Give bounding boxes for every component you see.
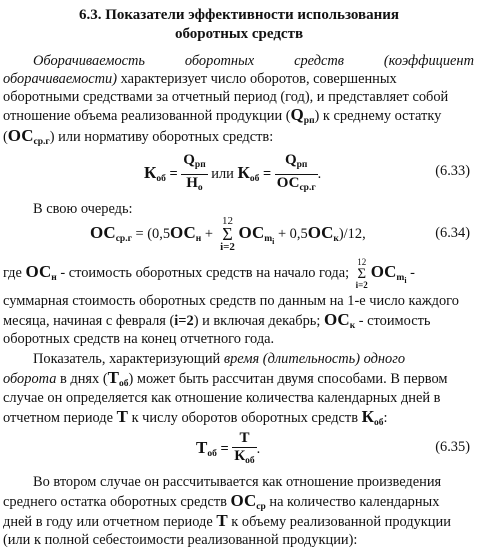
sum-upper: 12 [222, 214, 234, 227]
word: оборотных [184, 53, 255, 69]
italic-term: оборачиваемости) [3, 71, 118, 87]
eq-close: )/12, [338, 226, 366, 242]
paragraph-3-line-4: оборотных средств на конец отчетного года. [3, 331, 275, 347]
equation-number-6-34: (6.34) [435, 225, 470, 241]
text: ) и включая декабрь; [193, 313, 321, 329]
subscript-i: i [404, 275, 407, 285]
word: Оборачиваемость [33, 53, 145, 69]
symbol-T: Т [216, 511, 228, 530]
text: - стоимость оборотных средств на начало года; [56, 265, 350, 281]
word: средств [294, 53, 344, 69]
denominator-K: К [234, 447, 246, 464]
equation-6-33: $К_{об}$ = $\frac{Q_{рп}}{Н_о}$ или $К_{об}$ = $\frac{Q_{рп}}{ОС_{ср.г}}$ . [144, 152, 321, 199]
numerator-Q: Q [284, 152, 297, 168]
word: (коэффициент [383, 53, 474, 69]
paragraph-1-line-2 [3, 70, 474, 88]
symbol-OC: ОС [170, 223, 196, 242]
subscript-rp: рп [194, 160, 206, 170]
sum-symbol: 12 Σ i=2 [217, 216, 239, 254]
paragraph-5-line-2 [3, 492, 474, 510]
paragraph-2: В свою очередь: [33, 201, 133, 217]
paragraph-3-line-3 [3, 311, 474, 329]
subscript-k: к [349, 321, 356, 331]
subscript-i: i [272, 236, 275, 246]
symbol-Q: Q [290, 105, 304, 124]
text: среднего остатка оборотных средств [3, 494, 227, 510]
paragraph-5-line-1: Во втором случае он рассчитывается как отношение произведения [33, 474, 442, 490]
paragraph-3-line-1 [3, 255, 474, 291]
symbol-T: Т [116, 407, 128, 426]
paragraph-4-line-1 [3, 350, 478, 368]
fraction-Q-over-OC [275, 152, 318, 197]
equation-6-35: $Т_{об}$ = $\frac{Т}{К_{об}}$ . [196, 428, 260, 474]
fraction-Q-over-H [181, 152, 207, 197]
paragraph-1-line-1 [3, 52, 474, 70]
symbol-OC: ОС [7, 126, 34, 145]
paragraph-4-line-2 [3, 369, 474, 387]
symbol-K: К [361, 407, 374, 426]
symbol-K: К [237, 162, 250, 182]
denominator-H: Н [186, 175, 198, 191]
section-title-line1: 6.3. Показатели эффективности использования [78, 7, 400, 23]
symbol-OC: ОС [323, 310, 350, 329]
text: характеризует число оборотов, совершенных [117, 71, 397, 87]
eq-plus: + [201, 226, 217, 242]
subscript-n: н [51, 273, 57, 283]
symbol-OC: ОС [90, 223, 116, 242]
symbol-OC: ОС [370, 262, 397, 281]
subscript-ob: об [156, 173, 166, 184]
paragraph-1-line-3: оборотными средствами за отчетный период (год), и представляет собой [3, 89, 449, 105]
or-word: или [211, 165, 234, 182]
text: - [406, 265, 415, 281]
symbol-T: Т [107, 368, 119, 387]
text: к числу оборотов оборотных средств [131, 410, 359, 426]
denominator-OC: ОС [276, 175, 300, 191]
subscript-rp: рп [303, 116, 315, 126]
numerator-Q: Q [183, 152, 195, 168]
text: или нормативу оборотных средств: [54, 129, 274, 145]
subscript-ob: об [245, 455, 255, 466]
text: в днях ( [56, 371, 108, 387]
text: на количество календарных [269, 494, 440, 510]
text: отчетном периоде [3, 410, 114, 426]
sum-lower: i=2 [355, 279, 368, 290]
subscript-k: к [333, 234, 339, 244]
symbol-OC: ОС [230, 491, 257, 510]
sum-symbol: 12 Σ i=2 [353, 257, 371, 291]
subscript-srg: ср.г [299, 183, 316, 193]
italic-term: оборота [3, 371, 57, 387]
eq-plus-half: + 0,5 [274, 226, 308, 242]
section-title-line2: оборотных средств [174, 26, 304, 42]
subscript-srg: ср.г [115, 234, 132, 244]
text: ) может быть рассчитан двумя способами. В первом [128, 371, 448, 387]
symbol-OC: ОС [238, 223, 265, 242]
index-i: i=2 [174, 313, 194, 329]
text: отношение объема реализованной продукции ( [3, 108, 291, 124]
eq-open: = (0,5 [131, 226, 171, 242]
sum-lower: i=2 [220, 240, 235, 253]
text: месяца, начиная с февраля ( [3, 313, 175, 329]
symbol-T: Т [196, 438, 208, 457]
text: где [3, 265, 22, 281]
subscript-ob: об [207, 449, 217, 459]
symbol-OC: ОС [25, 262, 52, 281]
fraction-T-over-K [232, 430, 256, 470]
numerator-T: Т [239, 429, 250, 446]
paragraph-1-line-5: $(ОС_{ср.г})$ или нормативу оборотных средств: [3, 126, 274, 147]
equation-number-6-35: (6.35) [435, 439, 470, 455]
text: Показатель, характеризующий [33, 351, 221, 367]
italic-term: время (длительность) одного [223, 351, 406, 367]
sum-upper: 12 [357, 256, 367, 267]
text: дней в году или отчетном периоде [3, 514, 213, 530]
paragraph-3-line-2: суммарная стоимость оборотных средств по данным на 1-е число каждого [3, 293, 459, 309]
symbol-K: К [144, 162, 157, 182]
text: к объему реализованной продукции [231, 514, 451, 530]
paragraph-5-line-3 [3, 512, 474, 530]
subscript-srg: ср.г [33, 137, 50, 147]
subscript-m: m [396, 273, 405, 283]
text: ) к среднему остатку [314, 108, 442, 124]
subscript-m: m [264, 234, 273, 244]
subscript-ob: об [249, 173, 260, 184]
subscript-ob: об [373, 418, 384, 428]
subscript-o: о [197, 183, 203, 193]
paragraph-1-line-4 [3, 106, 474, 124]
equation-6-34 [90, 214, 366, 254]
subscript-rp: рп [296, 160, 308, 170]
subscript-ob: об [118, 379, 129, 389]
subscript-sr: ср [256, 502, 266, 512]
paragraph-5-line-4: (или к полной себестоимости реализованной продукции): [3, 532, 358, 548]
paragraph-4-line-4: отчетном периоде Т к числу оборотов оборотных средств $К_{об}$: [3, 407, 388, 428]
equation-number-6-33: (6.33) [435, 163, 470, 179]
text: - стоимость [355, 313, 431, 329]
paragraph-4-line-3: случае он определяется как отношение количества календарных дней в [3, 390, 441, 406]
symbol-OC: ОС [307, 223, 334, 242]
subscript-n: н [195, 234, 202, 244]
